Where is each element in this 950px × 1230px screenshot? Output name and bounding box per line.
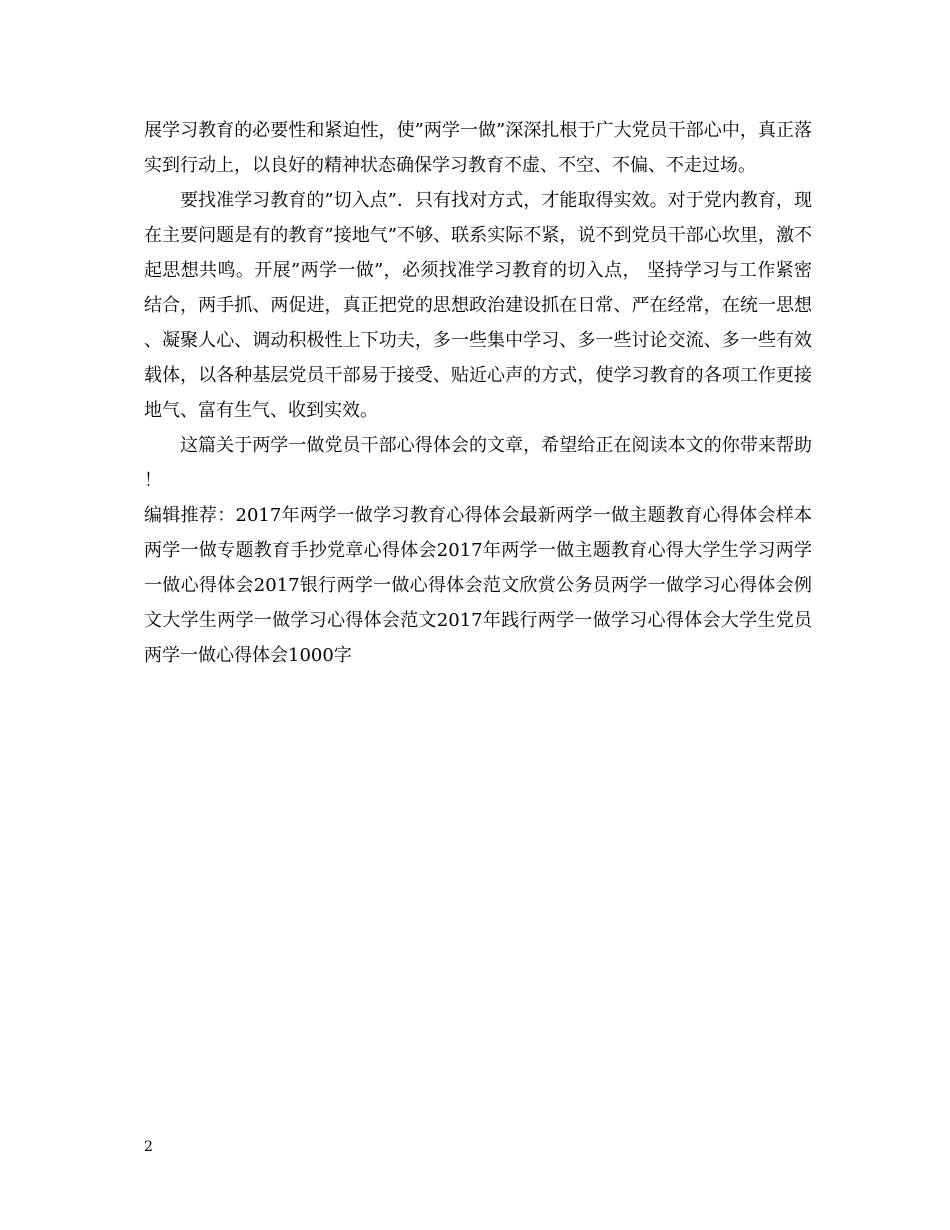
paragraph-editor-recommendation: 编辑推荐：2017年两学一做学习教育心得体会最新两学一做主题教育心得体会样本两学一做专题教育手抄党章心得体会2017年两学一做主题教育心得大学生学习两学一做心得体会2017银行两学一做心得体会范文欣赏公务员两学一做学习心得体会例文大学生两学一做学习心得体会范文2017年践行两学一做学习心得体会大学生党员两学一做心得体会1000字 <box>144 505 812 666</box>
paragraph-closing: 这篇关于两学一做党员干部心得体会的文章，希望给正在阅读本文的你带来帮助！ <box>144 435 812 491</box>
document-body <box>144 113 812 673</box>
paragraph-continuation: 展学习教育的必要性和紧迫性，使”两学一做”深深扎根于广大党员干部心中，真正落实到行动上，以良好的精神状态确保学习教育不虚、不空、不偏、不走过场。 <box>144 120 812 176</box>
paragraph-entry-point: 要找准学习教育的”切入点”．只有找对方式，才能取得实效。对于党内教育，现在主要问题是有的教育”接地气”不够、联系实际不紧，说不到党员干部心坎里，激不起思想共鸣。开展”两学一做”，必须找准学习教育的切入点， 坚持学习与工作紧密结合，两手抓、两促进，真正把党的思想政治建设抓在日常、严在经常，在统一思想、凝聚人心、调动积极性上下功夫，多一些集中学习、多一些讨论交流、多一些有效载体，以各种基层党员干部易于接受、贴近心声的方式，使学习教育的各项工作更接地气、富有生气、收到实效。 <box>144 190 812 421</box>
page-number: 2 <box>144 1139 153 1155</box>
